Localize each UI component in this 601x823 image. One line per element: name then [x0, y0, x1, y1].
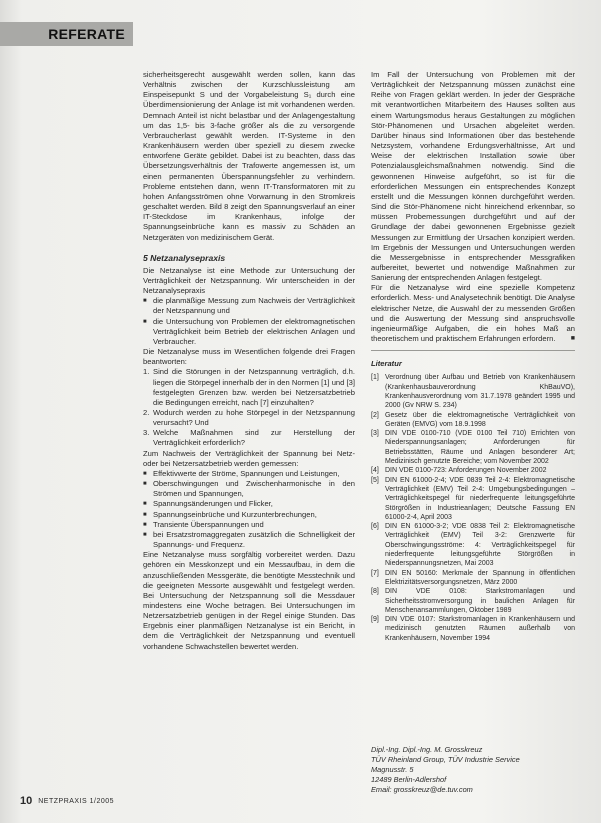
section-title: REFERATE: [48, 26, 125, 42]
list-item: ■ bei Ersatzstromaggregaten zusätzlich die Schnelligkeit der Spannungs- und Frequenz.: [143, 530, 355, 550]
numbered-list: [143, 367, 355, 448]
paragraph: Im Fall der Untersuchung von Problemen mit der Verträglichkeit der Netzspannung müssen zunächst eine Reihe von Fragen geklärt werden. In jeder der Gespräche mit verantwortlichen Mitarbeitern des Hauses sollten aus einem Wartungsmodus heraus Gestaltungen zu möglichen Stör-Phänomenen und Ursachen abgeleitet werden. Darüber hinaus sind Informationen über das bestehende Netzsystem, vorhandene Erdungsverhältnisse, Art und Weise der elektrischen Installation sowie über Potenzialausgleichsmaßnahmen notwendig. Sind die gewonnenen Hinweise aufgeführt, so ist für die erforderlichen Messungen ein entsprechendes Konzept erstellt und die Messungen können durchgeführt werden. Sind die Stör-Phänomene nicht hinreichend erkennbar, so müssen Probemessungen durchgeführt und auf der Grundlage der dabei gewonnenen Ergebnisse gezielt Messungen zur Ermittlung der Ursachen konzipiert werden. Im Ergebnis der Messungen und Untersuchungen werden die Messergebnisse in entsprechender Messgrafiken aufbereitet, bewertet und notwendige Maßnahmen zur Sanierung der entsprechenden Anlagen festgelegt.: [371, 70, 575, 283]
section-tab: [0, 22, 133, 46]
reference-item: [371, 476, 575, 522]
intro-paragraph: sicherheitsgerecht ausgewählt werden sollen, kann das Verhältnis zwischen der Kurzschlussleistung am Einspeisepunkt S und der Vorgabeleistung S₁ durch eine Überdimensionierung der Anlage ist mit vorhandenen werden. Demnach Anteil ist nicht belastbar und der Anlagengestaltung um das 1,5- bis 3-fache größer als die zu versorgende Verbraucherlast gewählt werden. IT-Systeme in den Krankenhäusern werden über speziell zu diesem zwecke entworfene Geräte gebildet. Dabei ist zu beachten, dass das Übersetzungsverhältnis der Trafowerte angemessen ist, um einen permanenten Überspannungsfehler zu verhindern. Probleme entstehen dann, wenn IT-Transformatoren mit zu hohen Anfangsströmen ohne Vorwarnung in den Stromkreis geschaltet werden. Bild 8 zeigt den Spannungsverlauf an einer IT-Steckdose im Krankenhaus, infolge der Spannungseinbrüche kann es massiv zu Schäden an Netzgeräten von medizinischem Gerät.: [143, 70, 355, 242]
reference-number: [2]: [371, 411, 379, 419]
reference-text: Verordnung über Aufbau und Betrieb von Krankenhäusern (Krankenhausbauverordnung KhBauVO), Krankenhausverordnung vom 31.7.1978 geändert 1995 und 2000 (Gv NRW S. 234): [385, 374, 575, 410]
list-item: ■ Transiente Überspannungen und: [143, 520, 355, 530]
page-number: 10: [20, 795, 33, 807]
reference-list: [371, 373, 575, 643]
section-heading: 5 Netzanalysepraxis: [143, 252, 226, 263]
reference-number: [3]: [371, 430, 379, 438]
list-text: Wodurch werden zu hohe Störpegel in der Netzspannung verursacht? Und: [153, 408, 355, 428]
paragraph: Zum Nachweis der Verträglichkeit der Spannung bei Netz- oder bei Netzersatzbetrieb werden gemessen:: [143, 448, 355, 468]
reference-item: [371, 429, 575, 466]
reference-item: [371, 373, 575, 410]
reference-text: DIN EN 61000-2-4; VDE 0839 Teil 2-4: Elektromagnetische Verträglichkeit (EMV) Teil 2-4: Umgebungsbedingungen – Verträglichkeitspegel für niederfrequente leitungsgeführte Störgrößen in Industrieanlagen; Deutsche Fassung EN 61000-2-4, April 2003: [385, 476, 575, 521]
list-item: [143, 428, 355, 448]
list-item: ■ Spannungsänderungen und Flicker,: [143, 499, 355, 509]
bullet-list-2: [143, 469, 355, 550]
bullet-list-1: [143, 296, 355, 347]
right-column: [371, 70, 575, 643]
author-block: [371, 745, 575, 795]
reference-number: [1]: [371, 374, 379, 382]
list-text: Sind die Störungen in der Netzspannung verträglich, d.h. liegen die Störpegel innerhalb der in den Normen [1] und [3] festgelegten Grenzen bzw. werden bei Netzersatzbetrieb die Bedingungen erreicht, nach [7] einzuhalten?: [153, 367, 355, 407]
author-city: 12489 Berlin-Adlershof: [371, 775, 447, 784]
paragraph: Eine Netzanalyse muss sorgfältig vorbereitet werden. Dazu gehören ein Messkonzept und ein Messaufbau, in dem die anzuschließenden Messgeräte, die benötigte Messtechnik und die geeigneten Messorte ausgewählt und festgelegt werden. Bei Untersuchung der Netzspannung soll die Messdauer mindestens eine Woche betragen. Bei Untersuchungen im Netzersatzbetrieb genügen in der Regel einige Stunden. Das Ergebnis einer planmäßigen Netzanalyse ist ein Bericht, in dem die Verträglichkeit der Netzspannung und eventuell vorhandene Schwachstellen bewertet werden.: [143, 550, 355, 651]
page-footer: [20, 795, 114, 807]
left-column: [143, 70, 355, 652]
list-item: ■ Spannungseinbrüche und Kurzunterbrechungen,: [143, 510, 355, 520]
list-text: Welche Maßnahmen sind zur Herstellung der Verträglichkeit erforderlich?: [153, 428, 355, 448]
reference-number: [5]: [371, 476, 379, 484]
references-title: Literatur: [371, 359, 402, 369]
reference-number: [9]: [371, 616, 379, 624]
reference-item: [371, 522, 575, 568]
paragraph: Die Netzanalyse ist eine Methode zur Untersuchung der Verträglichkeit der Netzspannung. Wir unterscheiden in der Netzanalysepraxis: [143, 265, 355, 296]
reference-number: [7]: [371, 569, 379, 577]
list-item: ■ die planmäßige Messung zum Nachweis der Verträglichkeit der Netzspannung und: [143, 296, 355, 316]
reference-text: DIN VDE 0107: Starkstromanlagen in Krankenhäusern und medizinisch genutzten Räumen außerhalb von Krankenhäusern, November 1994: [385, 616, 575, 642]
publication-source: NETZPRAXIS 1/2005: [38, 797, 115, 805]
reference-text: DIN VDE 0108: Starkstromanlagen und Sicherheitsstromversorgung in baulichen Anlagen für Menschenansammlungen, Oktober 1989: [385, 588, 575, 614]
reference-item: [371, 466, 575, 475]
reference-item: [371, 615, 575, 643]
list-number: 3.: [143, 428, 150, 438]
author-name: Dipl.-Ing. Dipl.-Ing. M. Grosskreuz: [371, 745, 483, 754]
reference-text: DIN VDE 0100-710 (VDE 0100 Teil 710) Errichten von Niederspannungsanlagen; Anforderungen für Betriebsstätten, Räume und Anlagen besonderer Art; Medizinisch genutzte Bereiche; vom November 2002: [385, 430, 575, 466]
reference-item: [371, 411, 575, 430]
reference-number: [8]: [371, 588, 379, 596]
list-item: ■ Oberschwingungen und Zwischenharmonische in den Strömen und Spannungen,: [143, 479, 355, 499]
list-item: [143, 367, 355, 408]
list-item: [143, 408, 355, 428]
list-number: 2.: [143, 408, 150, 417]
paragraph-text: Für die Netzanalyse wird eine spezielle Kompetenz erforderlich. Mess- und Analysetechnik benötigt. Die Analyse elektrischer Netze, die Auswahl der zu messenden Größen und die Auswertung der Messung sind anspruchsvolle ingenieurmäßige Aufgaben, die ein hohes Maß an theoretischem und praktischem Erfahrungen erfordern.: [371, 283, 575, 344]
end-mark-icon: ■: [570, 335, 575, 343]
reference-item: [371, 587, 575, 615]
author-street: Magnusstr. 5: [371, 765, 414, 774]
paragraph: [371, 283, 575, 344]
paragraph: Die Netzanalyse muss im Wesentlichen folgende drei Fragen beantworten:: [143, 347, 355, 367]
divider: [371, 350, 575, 351]
reference-number: [6]: [371, 523, 379, 531]
author-email[interactable]: Email: grosskreuz@de.tuv.com: [371, 785, 473, 794]
reference-text: DIN EN 50160: Merkmale der Spannung in öffentlichen Elektrizitätsversorgungsnetzen, März 2000: [385, 569, 575, 586]
list-item: ■ die Untersuchung von Problemen der elektromagnetischen Verträglichkeit beim Betrieb der elektrischen Anlagen und Verbraucher.: [143, 317, 355, 347]
list-number: 1.: [143, 367, 150, 377]
author-organization: TÜV Rheinland Group, TÜV Industrie Service: [371, 755, 520, 764]
reference-text: DIN VDE 0100-723: Anforderungen November 2002: [385, 467, 547, 475]
reference-item: [371, 569, 575, 588]
reference-text: Gesetz über die elektromagnetische Verträglichkeit von Geräten (EMVG) vom 18.9.1998: [385, 411, 575, 428]
reference-text: DIN EN 61000-3-2; VDE 0838 Teil 2: Elektromagnetische Verträglichkeit (EMV) Teil 3-2: Grenzwerte für Oberschwingungsströme: 4: Verträglichkeitspegel für niederfrequente leitungsgeführte Störgrößen in Niederspannungsnetzen, Mai 2003: [385, 523, 575, 568]
reference-number: [4]: [371, 467, 379, 475]
list-item: ■ Effektivwerte der Ströme, Spannungen und Leistungen,: [143, 469, 355, 479]
